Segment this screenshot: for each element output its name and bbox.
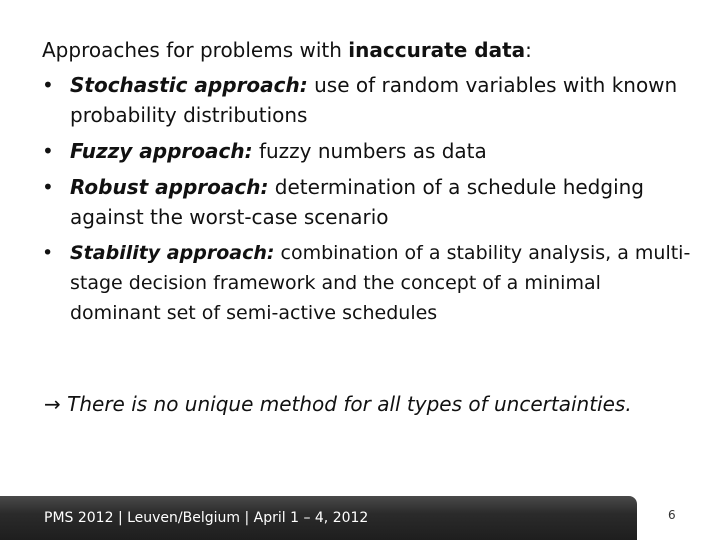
footer-text: PMS 2012 | Leuven/Belgium | April 1 – 4, 2012 bbox=[44, 510, 369, 526]
bullet-description: use of random variables with known probability distributions bbox=[70, 73, 678, 127]
bullet-term: Robust approach: bbox=[70, 175, 269, 199]
conclusion-text: → There is no unique method for all types of uncertainties. bbox=[44, 392, 632, 416]
bullet-text bbox=[70, 172, 692, 232]
bullet-marker: • bbox=[42, 242, 54, 264]
footer-bar bbox=[0, 496, 637, 540]
bullet-description: combination of a stability analysis, a multi-stage decision framework and the concept of a minimal dominant set of semi-active schedules bbox=[70, 242, 691, 324]
intro-prefix: Approaches for problems with bbox=[42, 38, 349, 62]
bullet-term: Stochastic approach: bbox=[70, 73, 308, 97]
intro-suffix: : bbox=[525, 38, 532, 62]
bullet-description: determination of a schedule hedging against the worst-case scenario bbox=[70, 175, 644, 229]
bullet-marker: • bbox=[42, 139, 54, 163]
page-number: 6 bbox=[668, 508, 676, 522]
bullet-term: Stability approach: bbox=[70, 242, 275, 264]
bullet-marker: • bbox=[42, 175, 54, 199]
bullet-text bbox=[70, 70, 692, 130]
bullet-term: Fuzzy approach: bbox=[70, 139, 253, 163]
bullet-stability bbox=[42, 238, 692, 328]
bullet-text bbox=[70, 238, 692, 328]
intro-line bbox=[42, 34, 692, 66]
slide-content bbox=[42, 34, 692, 334]
bullet-robust bbox=[42, 172, 692, 232]
bullet-description: fuzzy numbers as data bbox=[252, 139, 487, 163]
bullet-stochastic bbox=[42, 70, 692, 130]
bullet-marker: • bbox=[42, 73, 54, 97]
bullet-fuzzy bbox=[42, 136, 692, 166]
intro-bold: inaccurate data bbox=[348, 38, 526, 62]
bullet-text bbox=[70, 136, 692, 166]
